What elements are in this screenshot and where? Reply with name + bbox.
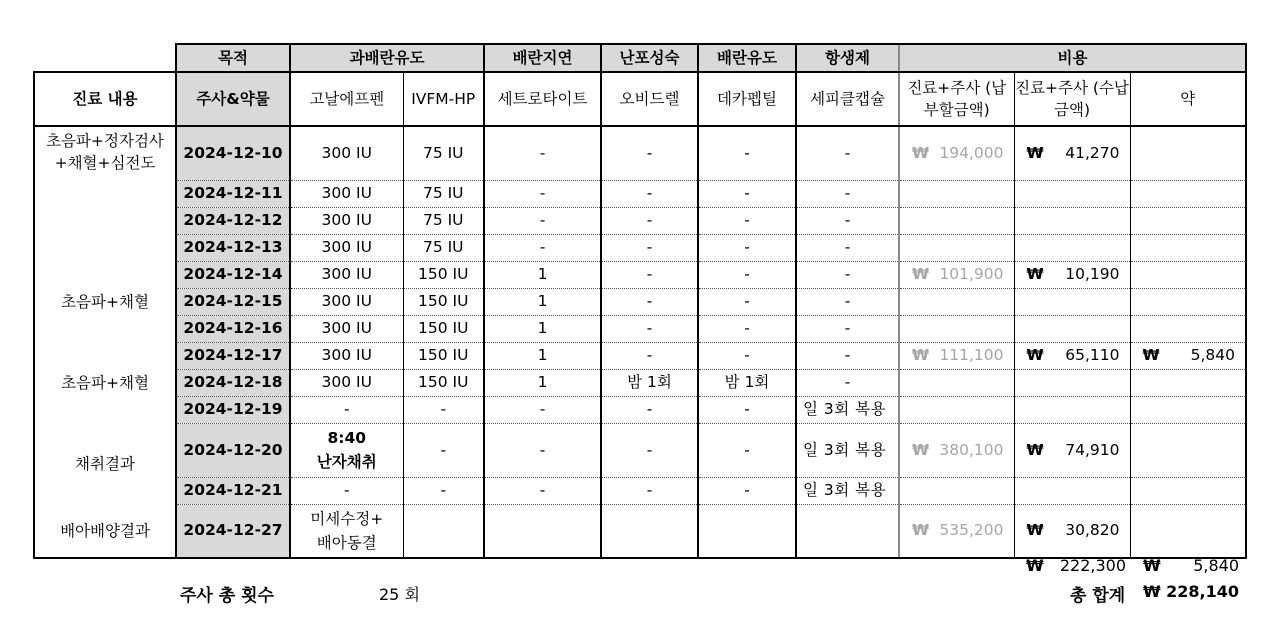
drug-cost-cell [1130, 423, 1246, 477]
cost-paid-value: 30,820 [1065, 521, 1120, 540]
money-wrap [1015, 346, 1130, 365]
ivfm-hp-cell: 75 IU [403, 207, 484, 234]
table-row [34, 126, 1246, 180]
ovidrel-cell: - [601, 315, 698, 342]
cefaclor-cell: - [796, 180, 899, 207]
money-wrap [1015, 144, 1130, 163]
cetrotide-cell: - [484, 207, 601, 234]
drug-cost-cell [1130, 369, 1246, 396]
decapeptyl-cell: - [698, 396, 796, 423]
cost-billed-cell [899, 180, 1014, 207]
cetrotide-cell: 1 [484, 342, 601, 369]
cetrotide-cell [484, 504, 601, 558]
money-wrap [900, 265, 1014, 284]
ovidrel-cell: - [601, 126, 698, 180]
cost-paid-cell [1014, 234, 1130, 261]
cost-paid-value: 65,110 [1065, 346, 1120, 364]
treatment-table [33, 43, 1247, 559]
injection-count-label: 주사 총 횟수 [180, 586, 274, 606]
cost-billed-cell [899, 504, 1014, 558]
currency-symbol: ₩ [912, 143, 930, 162]
ivfm-hp-cell: 75 IU [403, 180, 484, 207]
ivfm-hp-cell: 150 IU [403, 288, 484, 315]
drug-total [1143, 556, 1239, 575]
header-cetrotide: 세트로타이트 [484, 72, 601, 126]
drug-cost-cell [1130, 342, 1246, 369]
cost-paid-cell [1014, 396, 1130, 423]
table-row [34, 315, 1246, 342]
ovidrel-cell: - [601, 180, 698, 207]
ovidrel-cell: - [601, 396, 698, 423]
cost-billed-value: 101,900 [939, 265, 1004, 283]
cost-paid-cell [1014, 261, 1130, 288]
decapeptyl-cell: - [698, 180, 796, 207]
date-cell: 2024-12-21 [176, 477, 290, 504]
cefaclor-cell: - [796, 261, 899, 288]
gonal-f-cell: 300 IU [290, 369, 403, 396]
date-cell: 2024-12-14 [176, 261, 290, 288]
money-wrap [900, 144, 1014, 163]
cost-billed-cell [899, 126, 1014, 180]
cetrotide-cell: 1 [484, 288, 601, 315]
date-cell: 2024-12-11 [176, 180, 290, 207]
cost-paid-cell [1014, 315, 1130, 342]
header-injection-drug: 주사&약물 [176, 72, 290, 126]
paid-total-value: 222,300 [1059, 556, 1126, 575]
decapeptyl-cell: - [698, 477, 796, 504]
table-row [34, 504, 1246, 558]
table-row [34, 288, 1246, 315]
cost-paid-cell [1014, 180, 1130, 207]
grand-total-value: 228,140 [1166, 582, 1239, 601]
header-ivfm-hp: IVFM-HP [403, 72, 484, 126]
ivfm-hp-cell: 150 IU [403, 261, 484, 288]
date-cell: 2024-12-18 [176, 369, 290, 396]
date-cell: 2024-12-27 [176, 504, 290, 558]
cefaclor-cell: - [796, 207, 899, 234]
grand-total [1143, 582, 1239, 601]
ovidrel-cell: - [601, 207, 698, 234]
cost-paid-cell [1014, 207, 1130, 234]
cost-billed-cell [899, 261, 1014, 288]
table-row [34, 207, 1246, 234]
decapeptyl-cell: - [698, 234, 796, 261]
header-row-purpose [34, 44, 1246, 72]
ivfm-hp-cell: 75 IU [403, 234, 484, 261]
cost-paid-value: 41,270 [1065, 143, 1120, 162]
currency-symbol: ₩ [1142, 346, 1160, 364]
cetrotide-cell: 1 [484, 315, 601, 342]
decapeptyl-cell: - [698, 261, 796, 288]
ivfm-hp-cell: - [403, 477, 484, 504]
money-wrap [1015, 441, 1130, 460]
ivfm-hp-cell: 150 IU [403, 315, 484, 342]
cost-paid-cell [1014, 342, 1130, 369]
money-wrap [1015, 265, 1130, 284]
cost-paid-cell [1014, 369, 1130, 396]
cetrotide-cell: - [484, 234, 601, 261]
gonal-f-cell: - [290, 477, 403, 504]
header-row-items [34, 72, 1246, 126]
table-row [34, 477, 1246, 504]
ivfm-hp-cell: 75 IU [403, 126, 484, 180]
header-purpose: 목적 [176, 44, 290, 72]
currency-symbol: ₩ [912, 346, 930, 364]
header-ovulation-delay: 배란지연 [484, 44, 601, 72]
money-wrap [900, 346, 1014, 365]
cost-billed-cell [899, 423, 1014, 477]
cost-billed-cell [899, 234, 1014, 261]
treatment-cell: 초음파+채혈 [34, 261, 176, 342]
cost-billed-cell [899, 207, 1014, 234]
ivfm-hp-cell: 150 IU [403, 369, 484, 396]
cefaclor-cell: - [796, 288, 899, 315]
currency-symbol: ₩ [1026, 143, 1044, 162]
header-cost-paid: 진료+주사 (수납금액) [1014, 72, 1130, 126]
cetrotide-cell: - [484, 180, 601, 207]
currency-symbol: ₩ [912, 521, 930, 540]
cost-paid-cell [1014, 477, 1130, 504]
currency-symbol: ₩ [912, 440, 930, 459]
cost-billed-cell [899, 477, 1014, 504]
date-cell: 2024-12-16 [176, 315, 290, 342]
drug-total-value: 5,840 [1193, 556, 1239, 575]
cost-paid-value: 74,910 [1065, 440, 1120, 459]
header-cefaclor: 세피클캡슐 [796, 72, 899, 126]
drug-cost-cell [1130, 504, 1246, 558]
drug-cost-cell [1130, 126, 1246, 180]
paid-total [1026, 556, 1126, 575]
cost-billed-value: 111,100 [939, 346, 1004, 364]
header-antibiotic: 항생제 [796, 44, 899, 72]
ivfm-hp-cell: - [403, 396, 484, 423]
decapeptyl-cell: - [698, 342, 796, 369]
drug-cost-cell [1130, 315, 1246, 342]
cefaclor-cell: - [796, 234, 899, 261]
gonal-f-cell: - [290, 396, 403, 423]
treatment-cell: 채취결과 [34, 423, 176, 504]
cost-paid-cell [1014, 423, 1130, 477]
ovidrel-cell: - [601, 423, 698, 477]
date-cell: 2024-12-19 [176, 396, 290, 423]
header-blank [34, 44, 176, 72]
gonal-f-cell: 300 IU [290, 207, 403, 234]
ovidrel-cell: - [601, 477, 698, 504]
gonal-f-cell: 300 IU [290, 234, 403, 261]
header-oocyte-maturation: 난포성숙 [601, 44, 698, 72]
header-gonal-f: 고날에프펜 [290, 72, 403, 126]
cefaclor-cell [796, 504, 899, 558]
ivfm-hp-cell: - [403, 423, 484, 477]
decapeptyl-cell: - [698, 423, 796, 477]
date-cell: 2024-12-12 [176, 207, 290, 234]
cefaclor-cell: - [796, 315, 899, 342]
decapeptyl-cell: - [698, 288, 796, 315]
money-wrap [900, 521, 1014, 540]
cefaclor-cell: - [796, 369, 899, 396]
header-treatment: 진료 내용 [34, 72, 176, 126]
date-cell: 2024-12-20 [176, 423, 290, 477]
ovidrel-cell: 밤 1회 [601, 369, 698, 396]
decapeptyl-cell: - [698, 126, 796, 180]
header-cost: 비용 [899, 44, 1246, 72]
cost-paid-cell [1014, 126, 1130, 180]
drug-cost-cell [1130, 288, 1246, 315]
gonal-f-cell: 300 IU [290, 288, 403, 315]
currency-symbol: ₩ [1026, 556, 1044, 575]
date-cell: 2024-12-13 [176, 234, 290, 261]
header-superovulation: 과배란유도 [290, 44, 484, 72]
injection-count-value: 25 회 [379, 585, 420, 604]
date-cell: 2024-12-15 [176, 288, 290, 315]
gonal-f-cell: 미세수정+ 배아동결 [290, 504, 403, 558]
drug-cost-cell [1130, 396, 1246, 423]
currency-symbol: ₩ [1143, 582, 1161, 601]
gonal-f-cell: 8:40 난자채취 [290, 423, 403, 477]
gonal-f-cell: 300 IU [290, 315, 403, 342]
money-wrap [1015, 521, 1130, 540]
ovidrel-cell: - [601, 288, 698, 315]
cefaclor-cell: - [796, 126, 899, 180]
currency-symbol: ₩ [912, 265, 930, 283]
cetrotide-cell: - [484, 126, 601, 180]
ovidrel-cell [601, 504, 698, 558]
header-decapeptyl: 데카펩틸 [698, 72, 796, 126]
currency-symbol: ₩ [1143, 556, 1161, 575]
cost-paid-cell [1014, 288, 1130, 315]
decapeptyl-cell [698, 504, 796, 558]
header-drug: 약 [1130, 72, 1246, 126]
table-row [34, 369, 1246, 396]
treatment-cell: 초음파+정자검사 +채혈+심전도 [34, 126, 176, 261]
header-ovidrel: 오비드렐 [601, 72, 698, 126]
cetrotide-cell: 1 [484, 261, 601, 288]
table-row [34, 342, 1246, 369]
cetrotide-cell: - [484, 396, 601, 423]
table-row [34, 396, 1246, 423]
table-row [34, 423, 1246, 477]
cost-paid-value: 10,190 [1065, 265, 1120, 283]
treatment-cell: 배아배양결과 [34, 504, 176, 558]
decapeptyl-cell: - [698, 207, 796, 234]
date-cell: 2024-12-10 [176, 126, 290, 180]
currency-symbol: ₩ [1026, 265, 1044, 283]
money-wrap [1131, 346, 1246, 365]
ivfm-hp-cell [403, 504, 484, 558]
currency-symbol: ₩ [1026, 440, 1044, 459]
grand-total-label: 총 합계 [1070, 586, 1126, 606]
header-cost-billed: 진료+주사 (납부할금액) [899, 72, 1014, 126]
gonal-f-cell: 300 IU [290, 126, 403, 180]
currency-symbol: ₩ [1026, 346, 1044, 364]
date-cell: 2024-12-17 [176, 342, 290, 369]
cetrotide-cell: 1 [484, 369, 601, 396]
cost-billed-value: 380,100 [939, 440, 1004, 459]
table-row [34, 180, 1246, 207]
currency-symbol: ₩ [1026, 521, 1044, 540]
decapeptyl-cell: 밤 1회 [698, 369, 796, 396]
drug-cost-cell [1130, 477, 1246, 504]
money-wrap [900, 441, 1014, 460]
cefaclor-cell: - [796, 342, 899, 369]
cost-billed-cell [899, 288, 1014, 315]
ovidrel-cell: - [601, 234, 698, 261]
gonal-f-cell: 300 IU [290, 342, 403, 369]
drug-cost-value: 5,840 [1190, 346, 1235, 364]
cefaclor-cell: 일 3회 복용 [796, 423, 899, 477]
cetrotide-cell: - [484, 477, 601, 504]
cost-billed-cell [899, 315, 1014, 342]
treatment-cell: 초음파+채혈 [34, 342, 176, 423]
drug-cost-cell [1130, 180, 1246, 207]
table-row [34, 234, 1246, 261]
cost-paid-cell [1014, 504, 1130, 558]
ivfm-hp-cell: 150 IU [403, 342, 484, 369]
cefaclor-cell: 일 3회 복용 [796, 396, 899, 423]
gonal-f-cell: 300 IU [290, 261, 403, 288]
decapeptyl-cell: - [698, 315, 796, 342]
cefaclor-cell: 일 3회 복용 [796, 477, 899, 504]
drug-cost-cell [1130, 234, 1246, 261]
drug-cost-cell [1130, 207, 1246, 234]
cost-billed-value: 194,000 [939, 143, 1004, 162]
cetrotide-cell: - [484, 423, 601, 477]
cost-billed-cell [899, 369, 1014, 396]
cost-billed-cell [899, 396, 1014, 423]
gonal-f-cell: 300 IU [290, 180, 403, 207]
cost-billed-cell [899, 342, 1014, 369]
header-ovulation-induction: 배란유도 [698, 44, 796, 72]
ovidrel-cell: - [601, 342, 698, 369]
drug-cost-cell [1130, 261, 1246, 288]
ovidrel-cell: - [601, 261, 698, 288]
cost-billed-value: 535,200 [939, 521, 1004, 540]
table-row [34, 261, 1246, 288]
